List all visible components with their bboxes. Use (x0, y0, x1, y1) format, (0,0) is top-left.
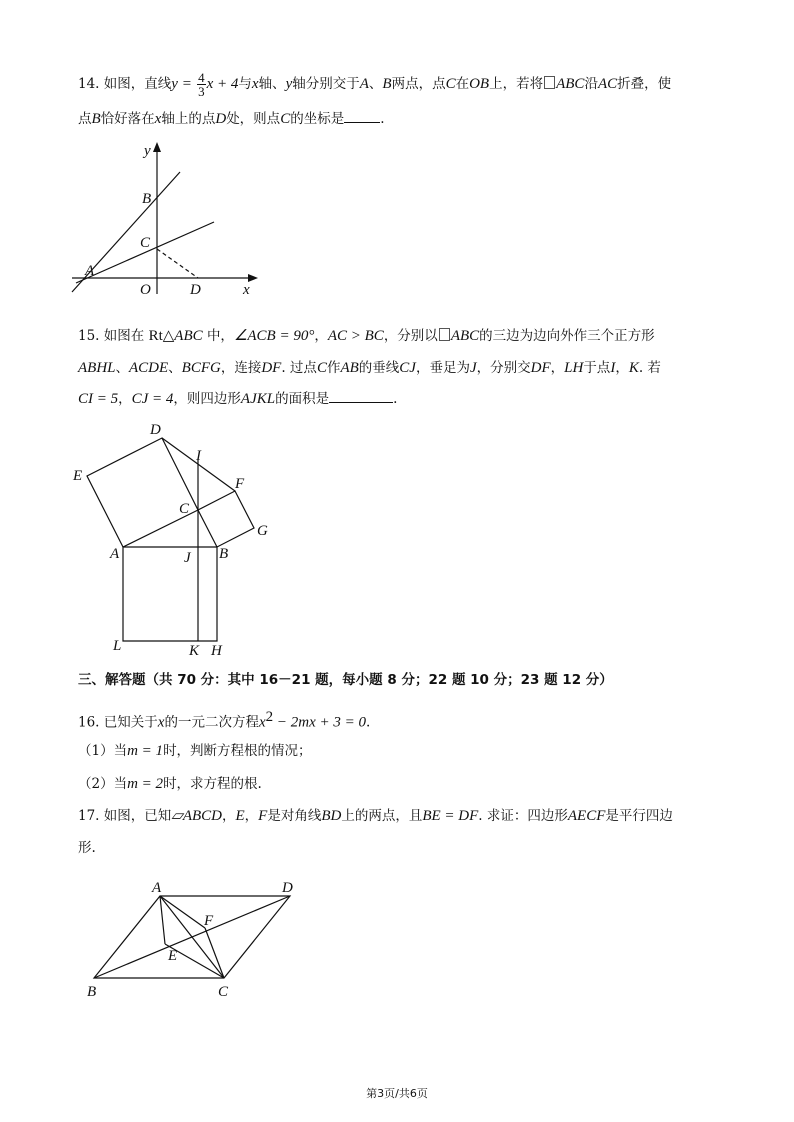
figure-q15 (70, 418, 290, 658)
label-D: D (190, 282, 201, 298)
label-E: E (168, 948, 178, 964)
placeholder-box-icon (544, 76, 555, 89)
label-C: C (140, 235, 151, 251)
label-B: B (87, 984, 97, 1000)
label-A: A (152, 880, 162, 896)
label-C: C (179, 501, 190, 517)
q15-line3: CI = 5，CJ = 4，则四边形AJKL的面积是 . (78, 388, 397, 409)
label-G: G (257, 523, 268, 539)
q16-part2: （2）当m = 2时，求方程的根. (78, 776, 262, 792)
label-H: H (211, 643, 222, 659)
square-acde (87, 438, 198, 547)
label-D: D (150, 422, 161, 438)
segment-cd-dashed (157, 249, 198, 278)
segment-af (160, 896, 205, 928)
figure-q14 (70, 138, 270, 303)
page-footer: 第3页/共6页 (366, 1087, 428, 1100)
answer-blank-q15[interactable] (329, 388, 393, 403)
q17-line2: 形. (78, 840, 96, 856)
q16-part1: （1）当m = 1时，判断方程根的情况； (78, 743, 312, 759)
label-F: F (204, 913, 214, 929)
section-heading: 三、解答题（共 70 分：其中 16－21 题，每小题 8 分；22 题 10 分；23 题 12 分） (78, 672, 613, 688)
label-y: y (144, 143, 151, 159)
label-I: I (196, 448, 201, 464)
q16-line1: 16. 已知关于x的一元二次方程$x^2 - 2mx + 3 = 0$. (78, 709, 371, 731)
segment-ac (160, 896, 224, 978)
label-B: B (142, 191, 152, 207)
q15-line2: ABHL、ACDE、BCFG，连接DF. 过点C作AB的垂线CJ，垂足为J，分别交DF，LH于点I，K. 若 (78, 360, 661, 376)
square-abhl (123, 547, 217, 641)
q14-line1: 14. 如图，直线y = $\frac{4}{3}$ x + 4与x轴、y轴分别交于A、B两点，点C在OB上，若将 ABC沿AC折叠，使 (78, 70, 672, 99)
label-E: E (73, 468, 83, 484)
x-axis-arrow-icon (248, 274, 258, 282)
segment-ae (160, 896, 165, 944)
q17-line1: 17. 如图，已知▱ABCD，E，F是对角线BD上的两点，且BE = DF. 求证：四边形AECF是平行四边 (78, 808, 673, 824)
label-L: L (113, 638, 122, 654)
square-bcfg (198, 491, 254, 547)
label-B: B (219, 546, 229, 562)
label-C: C (218, 984, 229, 1000)
fraction-4-3: $\frac{4}{3}$ (198, 70, 205, 99)
line-ac (76, 222, 214, 283)
label-J: J (184, 550, 191, 566)
figure-q17 (80, 872, 310, 1002)
answer-blank-q14[interactable] (344, 108, 380, 123)
label-K: K (189, 643, 200, 659)
q15-line1: 15. 如图在 Rt△ABC 中，∠ACB = 90°，AC > BC，分别以 ABC的三边为边向外作三个正方形 (78, 328, 655, 344)
segment-cf (205, 928, 224, 978)
label-D: D (282, 880, 293, 896)
label-O: O (140, 282, 151, 298)
label-F: F (235, 476, 245, 492)
q14-line2: 点B恰好落在x轴上的点D处，则点C的坐标是 . (78, 108, 385, 129)
label-A: A (110, 546, 120, 562)
placeholder-box-icon (439, 328, 450, 341)
label-A: A (85, 263, 95, 279)
y-axis-arrow-icon (153, 142, 161, 152)
label-x: x (243, 282, 250, 298)
